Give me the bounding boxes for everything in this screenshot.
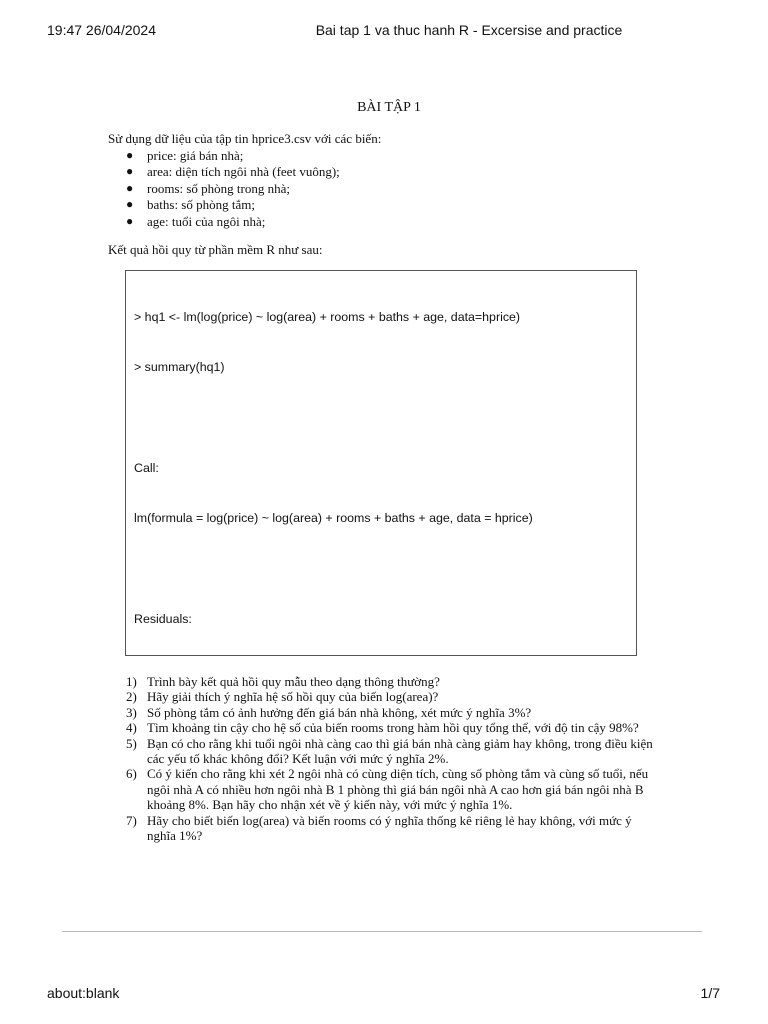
result-intro-text: Kết quả hồi quy từ phần mềm R như sau: [108, 242, 323, 257]
question-item: 5) Bạn có cho rằng khi tuổi ngôi nhà càng cao thì giá bán nhà càng giảm hay không, trong điều kiện các yếu tố khác không đổi? Kết luận với mức ý nghĩa 2%. [126, 735, 653, 767]
variable-item: ● area: diện tích ngôi nhà (feet vuông); [126, 164, 340, 180]
page-divider [62, 931, 702, 932]
variable-item: ● price: giá bán nhà; [126, 148, 244, 163]
bullet-icon: ● [126, 180, 134, 195]
variable-item: ● age: tuổi của ngôi nhà; [126, 213, 266, 229]
question-item: 1) Trình bày kết quả hồi quy mẫu theo dạng thông thường? [126, 674, 440, 689]
bullet-icon: ● [126, 197, 134, 212]
exercise-title: BÀI TẬP 1 [357, 100, 421, 115]
blank-line [134, 561, 636, 578]
r-output-box [125, 270, 637, 656]
question-item: 2) Hãy giải thích ý nghĩa hệ số hồi quy của biến log(area)? [126, 689, 439, 705]
print-header [0, 22, 768, 42]
page-number: 1/7 [700, 985, 720, 1001]
r-command: > hq1 <- lm(log(price) ~ log(area) + rooms + baths + age, data=hprice) [134, 309, 521, 324]
question-list [128, 674, 658, 843]
call-formula: lm(formula = log(price) ~ log(area) + rooms + baths + age, data = hprice) [134, 511, 533, 526]
bullet-icon: ● [126, 213, 134, 228]
bullet-icon: ● [126, 164, 134, 179]
residuals-label: Residuals: [134, 611, 192, 626]
question-item: 4) Tìm khoảng tin cậy cho hệ số của biến rooms trong hàm hồi quy tổng thể, với độ tin cậy 98%? [126, 720, 639, 736]
print-url: about:blank [47, 985, 120, 1001]
print-timestamp: 19:47 26/04/2024 [47, 22, 156, 38]
variable-item: ● baths: số phòng tắm; [126, 197, 255, 213]
call-label: Call: [134, 460, 159, 475]
print-doc-title: Bai tap 1 va thuc hanh R - Excersise and practice [315, 22, 623, 38]
r-command: > summary(hq1) [134, 359, 225, 374]
variable-item: ● rooms: số phòng trong nhà; [126, 180, 290, 196]
variable-list [126, 148, 340, 230]
question-item: 7) Hãy cho biết biến log(area) và biến rooms có ý nghĩa thống kê riêng lẻ hay không, với mức ý nghĩa 1%? [126, 812, 632, 844]
question-item: 3) Số phòng tắm có ảnh hưởng đến giá bán nhà không, xét mức ý nghĩa 3%? [126, 704, 532, 720]
intro-text: Sử dụng dữ liệu của tập tin hprice3.csv với các biến: [108, 131, 382, 146]
question-item: 6) Có ý kiến cho rằng khi xét 2 ngôi nhà có cùng diện tích, cùng số phòng tắm và cùng số tuổi, nếu ngôi nhà A có nhiều hơn ngôi nhà B 1 phòng thì giá bán ngôi nhà A cao hơn giá bán ngôi nhà B khoảng 8%. Bạn hãy cho nhận xét về ý kiến này, với mức ý nghĩa 1%. [126, 766, 649, 813]
bullet-icon: ● [126, 148, 134, 162]
blank-line [134, 409, 636, 426]
